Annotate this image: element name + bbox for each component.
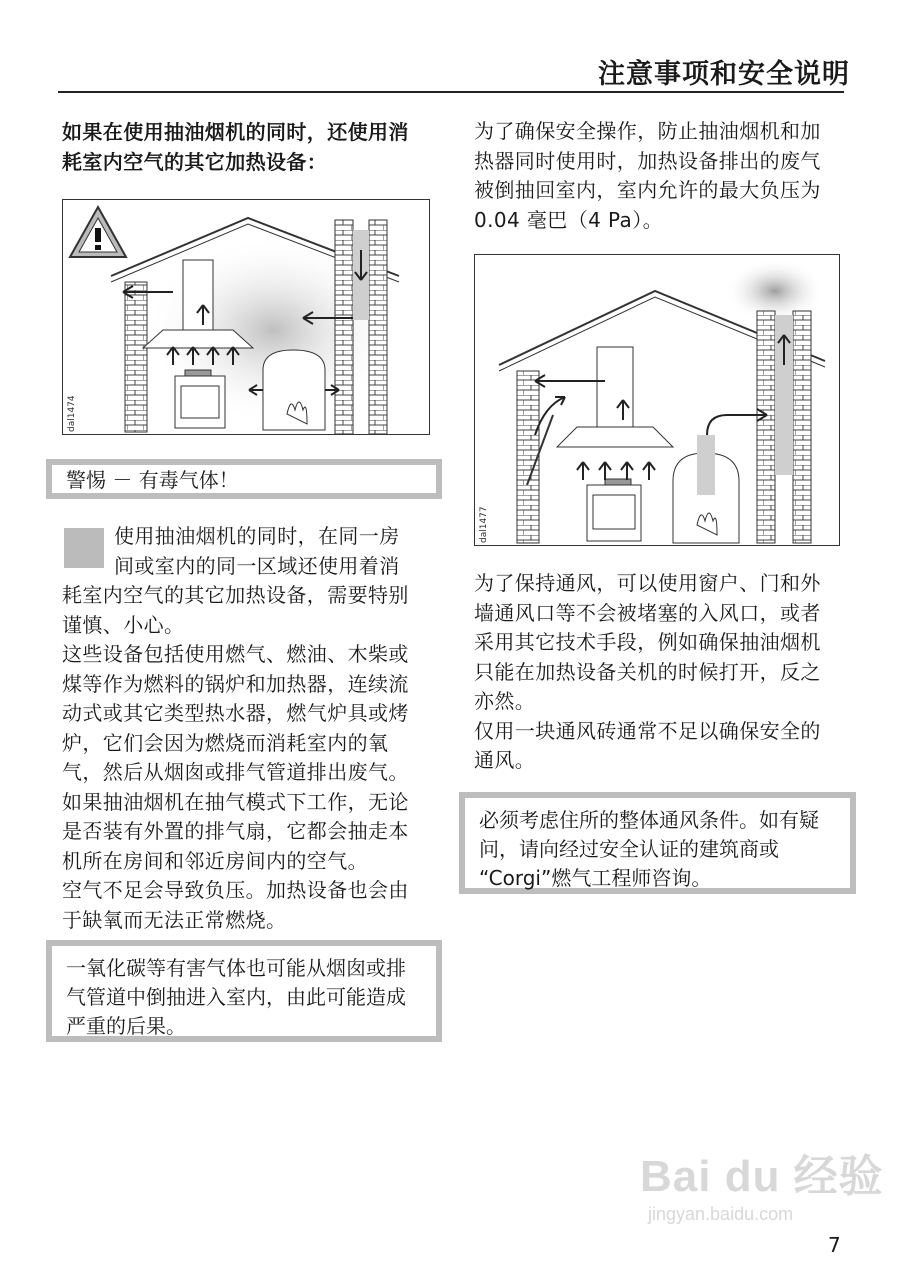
co-warning-box [46, 940, 442, 1042]
watermark-brand: Bai du 经验 [640, 1152, 884, 1201]
left-intro-line: 如果在使用抽油烟机的同时，还使用消 [62, 120, 409, 144]
left-body [62, 522, 442, 935]
body-line: 机所在房间和邻近房间内的空气。 [62, 848, 368, 873]
warning-icon [67, 204, 129, 264]
body-line: 亦然。 [474, 689, 536, 713]
brick-wall [125, 282, 147, 432]
right-intro-line: 为了确保安全操作，防止抽油烟机和加 [474, 119, 821, 143]
right-body [474, 569, 846, 776]
consult-note-box [459, 792, 856, 894]
page-title: 注意事项和安全说明 [598, 59, 850, 90]
brick-wall [517, 371, 539, 543]
co-line: 气管道中倒抽进入室内，由此可能造成 [66, 985, 406, 1009]
body-line: 通风。 [474, 748, 536, 772]
note-line: 问，请向经过安全认证的建筑商或 [479, 837, 779, 861]
body-line: 耗室内空气的其它加热设备，需要特别 [62, 583, 409, 607]
body-line: 谨慎、小心。 [62, 612, 185, 637]
figure-backdraft-hazard [62, 199, 430, 435]
hood-canopy [557, 427, 673, 447]
body-line: 只能在加热设备关机的时候打开，反之 [474, 659, 821, 684]
right-intro-line: 0.04 毫巴（4 Pa）。 [474, 207, 663, 232]
left-intro [62, 118, 409, 177]
figure-safe-ventilation [474, 254, 840, 546]
body-line: 空气不足会导致负压。加热设备也会由 [62, 878, 409, 902]
body-line: 是否装有外置的排气扇，它都会抽走本 [62, 819, 409, 843]
figure-2-drawing [475, 255, 839, 545]
chimney-wall [793, 311, 811, 543]
baidu-watermark [640, 1140, 884, 1225]
right-intro [474, 117, 844, 235]
watermark-url: jingyan.baidu.com [648, 1204, 794, 1224]
airflow-arrows [535, 335, 790, 480]
co-line: 严重的后果。 [66, 1014, 186, 1038]
body-line: 煤等作为燃料的锅炉和加热器，连续流 [62, 671, 409, 696]
body-line: 采用其它技术手段，例如确保抽油烟机 [474, 630, 821, 654]
warning-box [46, 459, 442, 499]
hood-chimney [597, 347, 633, 427]
body-line: 仅用一块通风砖通常不足以确保安全的 [474, 718, 821, 743]
left-intro-line: 耗室内空气的其它加热设备： [62, 149, 328, 174]
hood-canopy [143, 330, 253, 348]
body-line: 这些设备包括使用燃气、燃油、木柴或 [62, 642, 409, 666]
hood-chimney [183, 260, 213, 330]
right-intro-line: 热器同时使用时，加热设备排出的废气 [474, 148, 821, 173]
figure-id: dal1477 [479, 506, 489, 543]
body-line: 使用抽油烟机的同时，在同一房 [114, 524, 400, 548]
co-line: 一氧化碳等有害气体也可能从烟囱或排 [66, 956, 406, 980]
chimney-wall [369, 220, 387, 434]
right-intro-line: 被倒抽回室内，室内允许的最大负压为 [474, 178, 821, 202]
chimney-wall [757, 311, 775, 543]
body-line: 动式或其它类型热水器，燃气炉具或烤 [62, 701, 409, 725]
fireplace-flue [697, 435, 715, 495]
body-line: 间或室内的同一区域还使用着消 [114, 553, 400, 578]
note-line: 必须考虑住所的整体通风条件。如有疑 [479, 808, 819, 832]
page-number: 7 [828, 1233, 841, 1257]
body-line: 墙通风口等不会被堵塞的入风口，或者 [474, 600, 821, 625]
body-line: 如果抽油烟机在抽气模式下工作，无论 [62, 789, 409, 814]
warning-text: 警惕 － 有毒气体！ [66, 468, 239, 492]
figure-id: dal1474 [67, 395, 77, 432]
note-line: “Corgi”燃气工程师咨询。 [479, 866, 712, 890]
body-line: 为了保持通风，可以使用窗户、门和外 [474, 571, 821, 595]
header-divider [58, 91, 844, 93]
body-line: 炉，它们会因为燃烧而消耗室内的氧 [62, 730, 389, 755]
body-line: 气，然后从烟囱或排气管道排出废气。 [62, 760, 409, 784]
body-line: 于缺氧而无法正常燃烧。 [62, 907, 287, 932]
chimney-wall [335, 220, 353, 434]
